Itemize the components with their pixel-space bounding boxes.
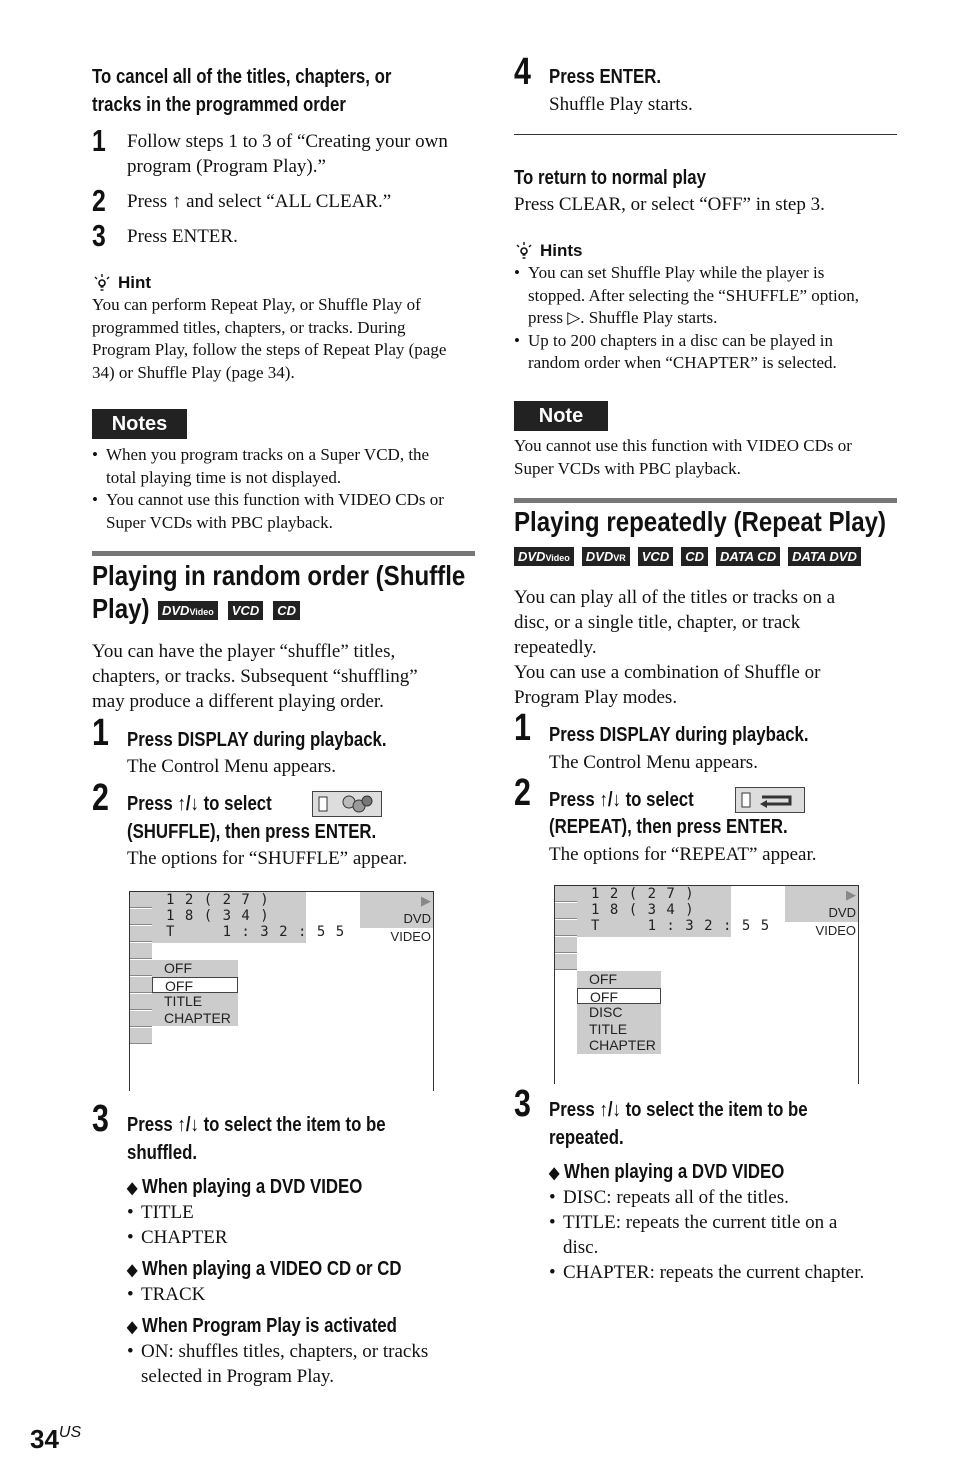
cd-badge: CD — [681, 547, 708, 566]
lightbulb-icon — [514, 241, 534, 261]
intro-line: Program Play modes. — [514, 687, 678, 708]
play-icon: ▶ — [421, 893, 431, 908]
shuffle-step-3-number: 3 — [92, 1098, 109, 1140]
note-line: You cannot use this function with VIDEO CDs or — [514, 436, 852, 455]
shuffle-step-1-text: The Control Menu appears. — [127, 756, 336, 777]
intro-line: disc, or a single title, chapter, or track — [514, 612, 801, 633]
shuffle-options — [152, 960, 238, 1026]
menu-tab — [130, 909, 152, 925]
list-item — [127, 1339, 428, 1389]
list-item: • TITLE — [127, 1200, 228, 1225]
option-chapter[interactable]: CHAPTER — [589, 1037, 656, 1053]
note-label: Note — [514, 401, 608, 431]
info-line: T 1 : 3 2 : 5 5 — [166, 924, 346, 940]
info-line: T 1 : 3 2 : 5 5 — [591, 918, 771, 934]
cancel-step-1-number: 1 — [92, 123, 106, 158]
step-3-line-2: shuffled. — [127, 1142, 198, 1164]
shuffle-step-2-title-a: Press ↑/↓ to select — [127, 793, 272, 815]
list-line: disc. — [563, 1237, 599, 1258]
menu-tab — [555, 954, 577, 970]
cancel-step-1-line-1: Follow steps 1 to 3 of “Creating your own — [127, 131, 448, 152]
step-3-line-1: Press ↑/↓ to select the item to be — [549, 1099, 808, 1121]
return-text: Press CLEAR, or select “OFF” in step 3. — [514, 194, 825, 215]
diamond-icon: ◆ — [127, 1262, 138, 1279]
shuffle-step-1-number: 1 — [92, 712, 109, 754]
step-3-line-1: Press ↑/↓ to select the item to be — [127, 1114, 386, 1136]
repeat-step-2-title-a: Press ↑/↓ to select — [549, 789, 694, 811]
notes-list — [92, 444, 482, 534]
cancel-step-3-text: Press ENTER. — [127, 226, 238, 247]
hint-line: 34) or Shuffle Play (page 34). — [92, 362, 295, 382]
cd-badge: CD — [273, 601, 300, 620]
list-line: • ON: shuffles titles, chapters, or tracks — [141, 1341, 429, 1362]
diamond-icon: ◆ — [127, 1319, 138, 1336]
repeat-icon-box — [735, 787, 805, 813]
shuffle-icon — [312, 791, 382, 817]
repeat-options — [577, 971, 661, 1054]
list-item — [549, 1210, 909, 1260]
note-line: Super VCDs with PBC playback. — [106, 512, 333, 532]
list-line: • DISC: repeats all of the titles. — [563, 1187, 789, 1208]
note-line: total playing time is not displayed. — [106, 467, 342, 487]
intro-line: You can play all of the titles or tracks on a — [514, 587, 835, 608]
sub-vcd-heading — [127, 1255, 402, 1285]
intro-line: repeatedly. — [514, 637, 597, 658]
disc-type-label: DVD VIDEO — [815, 905, 856, 938]
sub-prog-text: When Program Play is activated — [142, 1315, 397, 1337]
repeat-intro — [514, 585, 898, 710]
cancel-heading-line-2: tracks in the programmed order — [92, 94, 346, 116]
dvd-video-badge: DVDVideo — [158, 601, 218, 620]
section-rule — [92, 551, 475, 556]
menu-tab — [555, 920, 577, 936]
shuffle-intro — [92, 639, 476, 714]
shuffle-step-4-title: Press ENTER. — [549, 66, 662, 88]
hint-line: You can perform Repeat Play, or Shuffle Play of — [92, 295, 421, 314]
sub-dvd-text: When playing a DVD VIDEO — [142, 1176, 363, 1198]
list-item: • CHAPTER — [127, 1225, 228, 1250]
data-cd-badge: DATA CD — [716, 547, 780, 566]
divider — [514, 134, 897, 135]
hint-line: press ▷. Shuffle Play starts. — [528, 308, 718, 327]
repeat-step-1-number: 1 — [514, 707, 531, 749]
disc-type-panel — [785, 886, 858, 938]
sub-vcd-list — [127, 1282, 205, 1307]
repeat-step-2-text: The options for “REPEAT” appear. — [549, 844, 817, 865]
shuffle-title-text: Play) — [92, 593, 150, 624]
menu-tab — [130, 892, 152, 908]
cancel-step-2-number: 2 — [92, 183, 106, 218]
vcd-badge: VCD — [638, 547, 673, 566]
page-number — [30, 1424, 81, 1455]
cancel-heading — [92, 63, 391, 119]
option-chapter[interactable]: CHAPTER — [164, 1009, 231, 1026]
note-item — [92, 444, 482, 489]
menu-tab — [555, 886, 577, 902]
playback-info — [152, 892, 346, 943]
notes-label: Notes — [92, 409, 187, 439]
repeat-sub-dvd-list — [549, 1185, 909, 1285]
repeat-step-2-number: 2 — [514, 772, 531, 814]
menu-tab — [555, 903, 577, 919]
menu-tab — [130, 926, 152, 942]
return-heading: To return to normal play — [514, 167, 706, 189]
lightbulb-icon — [92, 273, 112, 293]
cancel-step-1-text — [127, 129, 448, 179]
list-line: • CHAPTER: repeats the current chapter. — [563, 1262, 865, 1283]
hint-line: programmed titles, chapters, or tracks. During — [92, 317, 406, 337]
intro-line: may produce a different playing order. — [92, 691, 384, 712]
menu-tab — [555, 937, 577, 953]
cancel-heading-line-1: To cancel all of the titles, chapters, or — [92, 66, 392, 88]
sub-dvd-heading — [127, 1173, 362, 1203]
sub-dvd-list — [127, 1200, 228, 1250]
menu-tab — [130, 1011, 152, 1027]
shuffle-step-1-title: Press DISPLAY during playback. — [127, 729, 387, 751]
shuffle-step-2-title-b: (SHUFFLE), then press ENTER. — [127, 821, 377, 843]
page-number-value: 34 — [30, 1424, 59, 1454]
info-line: 1 8 ( 3 4 ) — [591, 902, 695, 918]
cancel-step-1-line-2: program (Program Play).” — [127, 156, 326, 177]
hint-item — [514, 330, 904, 375]
list-item: • TRACK — [127, 1282, 205, 1307]
hint-body — [92, 294, 476, 384]
hints-header — [514, 240, 583, 262]
sub-vcd-text: When playing a VIDEO CD or CD — [142, 1258, 402, 1280]
menu-tab — [130, 960, 152, 976]
menu-tab — [130, 943, 152, 959]
hint-line: • Up to 200 chapters in a disc can be played in — [528, 330, 833, 350]
hint-line: random order when “CHAPTER” is selected. — [528, 353, 837, 372]
hint-header — [92, 272, 151, 294]
shuffle-step-3-title — [127, 1111, 386, 1167]
intro-line: You can have the player “shuffle” titles, — [92, 641, 396, 662]
sub-dvd-text: When playing a DVD VIDEO — [564, 1161, 785, 1183]
current-setting: OFF — [164, 960, 192, 976]
play-icon: ▶ — [846, 887, 856, 902]
hints-list — [514, 262, 904, 375]
option-title[interactable]: TITLE — [164, 993, 203, 1009]
cancel-step-2-text: Press ↑ and select “ALL CLEAR.” — [127, 191, 392, 212]
option-off[interactable]: OFF — [152, 977, 238, 994]
note-line: Super VCDs with PBC playback. — [514, 458, 741, 478]
menu-tab — [130, 977, 152, 993]
intro-line: You can use a combination of Shuffle or — [514, 662, 821, 683]
repeat-step-3-number: 3 — [514, 1083, 531, 1125]
shuffle-control-menu-screen — [129, 891, 434, 1091]
diamond-icon: ◆ — [549, 1165, 560, 1182]
playback-info — [577, 886, 771, 937]
list-line: • TITLE: repeats the current title on a — [563, 1212, 838, 1233]
vcd-badge: VCD — [228, 601, 263, 620]
repeat-step-1-text: The Control Menu appears. — [549, 752, 758, 773]
shuffle-step-2-number: 2 — [92, 777, 109, 819]
info-line: 1 8 ( 3 4 ) — [166, 908, 270, 924]
section-rule — [514, 498, 897, 503]
repeat-step-2-title-b: (REPEAT), then press ENTER. — [549, 816, 788, 838]
hint-item — [514, 262, 904, 330]
repeat-control-menu-screen — [554, 885, 859, 1084]
cancel-step-3-number: 3 — [92, 218, 106, 253]
sub-prog-list — [127, 1339, 428, 1389]
hint-line: Program Play, follow the steps of Repeat Play (page — [92, 340, 447, 359]
note-item — [92, 489, 482, 534]
hint-line: stopped. After selecting the “SHUFFLE” option, — [528, 285, 859, 305]
list-item — [549, 1260, 909, 1285]
repeat-step-3-title — [549, 1096, 808, 1152]
shuffle-step-4-text: Shuffle Play starts. — [549, 94, 693, 115]
repeat-disc-badges — [514, 547, 861, 566]
note-body — [514, 435, 904, 480]
shuffle-step-2-text: The options for “SHUFFLE” appear. — [127, 848, 408, 869]
hints-title: Hints — [540, 241, 583, 260]
intro-line: chapters, or tracks. Subsequent “shuffling” — [92, 666, 418, 687]
note-line: • You cannot use this function with VIDEO CDs or — [106, 490, 444, 509]
disc-type-label: DVD VIDEO — [390, 911, 431, 944]
dvd-video-badge: DVDVideo — [514, 547, 574, 566]
repeat-step-1-title: Press DISPLAY during playback. — [549, 724, 809, 746]
repeat-sub-dvd-heading — [549, 1158, 784, 1188]
list-line: selected in Program Play. — [141, 1366, 334, 1387]
menu-tab — [130, 994, 152, 1010]
diamond-icon: ◆ — [127, 1180, 138, 1197]
option-off[interactable]: OFF — [577, 988, 661, 1005]
menu-tab — [130, 1028, 152, 1044]
option-title[interactable]: TITLE — [589, 1020, 628, 1037]
info-line: 1 2 ( 2 7 ) — [166, 892, 270, 908]
dvd-vr-badge: DVDVR — [582, 547, 630, 566]
repeat-icon — [735, 787, 805, 813]
data-dvd-badge: DATA DVD — [788, 547, 861, 566]
disc-type-panel — [360, 892, 433, 944]
shuffle-disc-badges — [158, 601, 306, 620]
page-number-suffix: US — [58, 1424, 82, 1441]
hint-line: • You can set Shuffle Play while the player is — [528, 263, 825, 282]
current-setting: OFF — [589, 971, 617, 987]
sub-prog-heading — [127, 1312, 397, 1342]
option-disc[interactable]: DISC — [589, 1004, 623, 1020]
step-3-line-2: repeated. — [549, 1127, 624, 1149]
repeat-title: Playing repeatedly (Repeat Play) — [514, 506, 887, 537]
hint-title: Hint — [118, 273, 152, 292]
note-line: • When you program tracks on a Super VCD, the — [106, 445, 430, 464]
shuffle-title-line-1: Playing in random order (Shuffle — [92, 560, 466, 591]
shuffle-icon-box — [312, 791, 382, 817]
list-item — [549, 1185, 909, 1210]
info-line: 1 2 ( 2 7 ) — [591, 886, 695, 902]
shuffle-step-4-number: 4 — [514, 51, 531, 93]
